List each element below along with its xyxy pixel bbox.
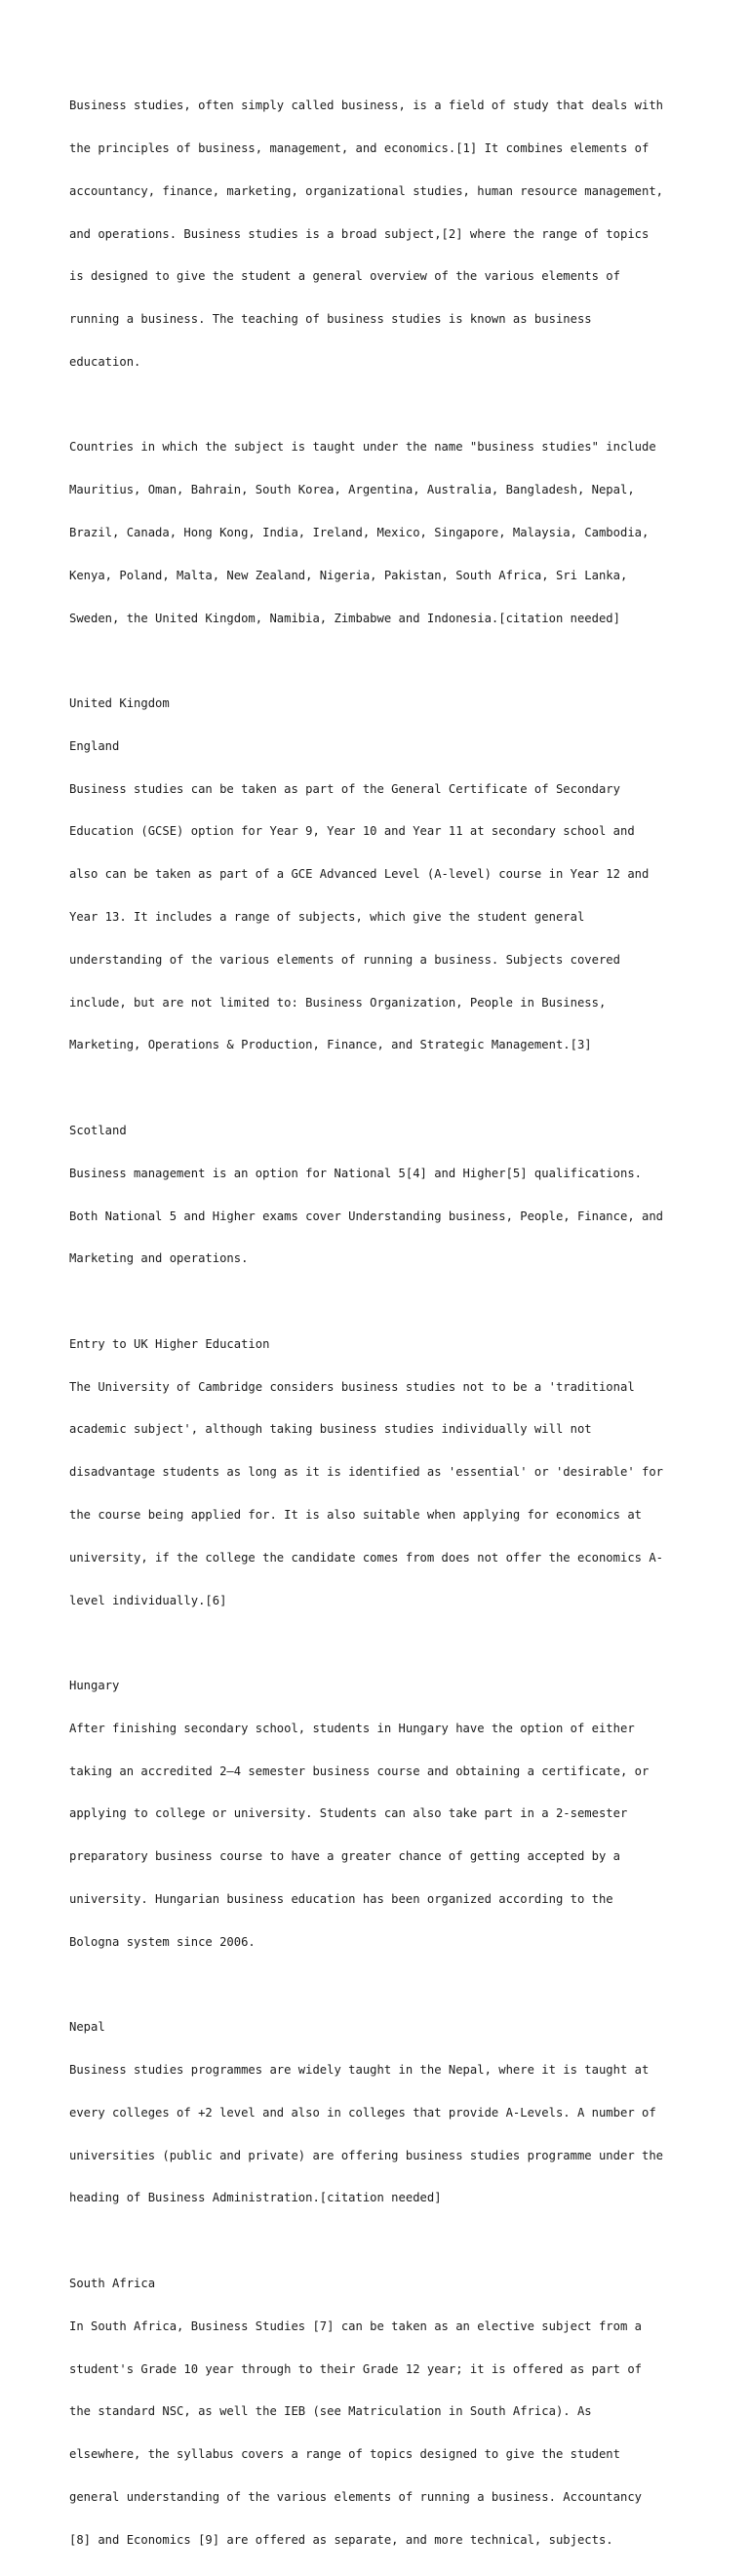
text-line: Kenya, Poland, Malta, New Zealand, Nigeria, Pakistan, South Africa, Sri Lanka, [69,568,628,582]
text-line: Business management is an option for National 5[4] and Higher[5] qualifications. [69,1166,642,1180]
paragraph-intro [69,70,685,398]
text-line: understanding of the various elements of running a business. Subjects covered [69,952,620,967]
text-line: also can be taken as part of a GCE Advanced Level (A-level) course in Year 12 and [69,867,650,882]
text-line: Year 13. It includes a range of subjects, which give the student general [69,910,585,925]
text-line: disadvantage students as long as it is identified as 'essential' or 'desirable' for [69,1465,664,1480]
section-heading: Entry to UK Higher Education [69,1336,270,1351]
section-heading: Scotland [69,1123,127,1137]
text-line: university, if the college the candidate comes from does not offer the economics A- [69,1550,664,1565]
text-line: Business studies can be taken as part of the General Certificate of Secondary [69,781,620,796]
text-line: level individually.[6] [69,1593,227,1607]
section-nepal [69,1992,685,2234]
text-line: Both National 5 and Higher exams cover Understanding business, People, Finance, and [69,1209,664,1223]
text-line: running a business. The teaching of business studies is known as business [69,312,592,327]
text-line: Education (GCSE) option for Year 9, Year 10 and Year 11 at secondary school and [69,824,635,839]
text-line: preparatory business course to have a greater chance of getting accepted by a [69,1849,620,1864]
text-line: Bologna system since 2006. [69,1934,256,1949]
text-line: Countries in which the subject is taught under the name "business studies" include [69,440,656,455]
text-line: academic subject', although taking business studies individually will not [69,1422,592,1437]
text-line: student's Grade 10 year through to their Grade 12 year; it is offered as part of [69,2361,642,2376]
subsection-heading: England [69,738,120,753]
text-line: universities (public and private) are offering business studies programme under the [69,2148,664,2162]
section-heading: United Kingdom [69,696,170,711]
text-line: taking an accredited 2–4 semester business course and obtaining a certificate, or [69,1764,650,1778]
text-line: Business studies, often simply called business, is a field of study that deals with [69,99,664,113]
section-heading: South Africa [69,2277,156,2291]
text-line: include, but are not limited to: Business Organization, People in Business, [69,995,607,1010]
section-uk-higher-education [69,1309,685,1637]
text-line: accountancy, finance, marketing, organizational studies, human resource management, [69,183,664,198]
text-line: Marketing and operations. [69,1251,249,1266]
text-line: every colleges of +2 level and also in colleges that provide A-Levels. A number of [69,2105,656,2120]
text-line: and operations. Business studies is a broad subject,[2] where the range of topics [69,226,650,241]
text-line: is designed to give the student a general overview of the various elements of [69,269,620,284]
text-line: Marketing, Operations & Production, Finance, and Strategic Management.[3] [69,1038,592,1052]
text-line: elsewhere, the syllabus covers a range of topics designed to give the student [69,2447,620,2462]
text-line: general understanding of the various elements of running a business. Accountancy [69,2489,642,2504]
section-united-kingdom [69,668,685,1081]
text-line: Business studies programmes are widely taught in the Nepal, where it is taught at [69,2063,650,2078]
paragraph-countries [69,412,685,654]
text-line: [8] and Economics [9] are offered as separate, and more technical, subjects. [69,2532,613,2547]
text-line: Mauritius, Oman, Bahrain, South Korea, Argentina, Australia, Bangladesh, Nepal, [69,483,635,497]
text-line: education. [69,354,141,369]
text-line: the principles of business, management, and economics.[1] It combines elements of [69,140,650,155]
text-line: After finishing secondary school, students in Hungary have the option of either [69,1721,635,1735]
section-hungary [69,1650,685,1978]
text-line: the standard NSC, as well the IEB (see Matriculation in South Africa). As [69,2404,592,2419]
text-line: Brazil, Canada, Hong Kong, India, Ireland, Mexico, Singapore, Malaysia, Cambodia, [69,526,650,539]
text-line: the course being applied for. It is also suitable when applying for economics at [69,1507,642,1522]
text-line: university. Hungarian business education has been organized according to the [69,1892,613,1906]
text-line: heading of Business Administration.[citation needed] [69,2191,442,2205]
section-scotland [69,1095,685,1294]
section-heading: Hungary [69,1679,120,1693]
text-line: In South Africa, Business Studies [7] can be taken as an elective subject from a [69,2318,642,2333]
text-line: Sweden, the United Kingdom, Namibia, Zimbabwe and Indonesia.[citation needed] [69,611,620,625]
section-south-africa [69,2248,685,2576]
section-heading: Nepal [69,2020,105,2035]
text-line: The University of Cambridge considers business studies not to be a 'traditional [69,1379,635,1394]
text-line: applying to college or university. Students can also take part in a 2-semester [69,1806,628,1821]
